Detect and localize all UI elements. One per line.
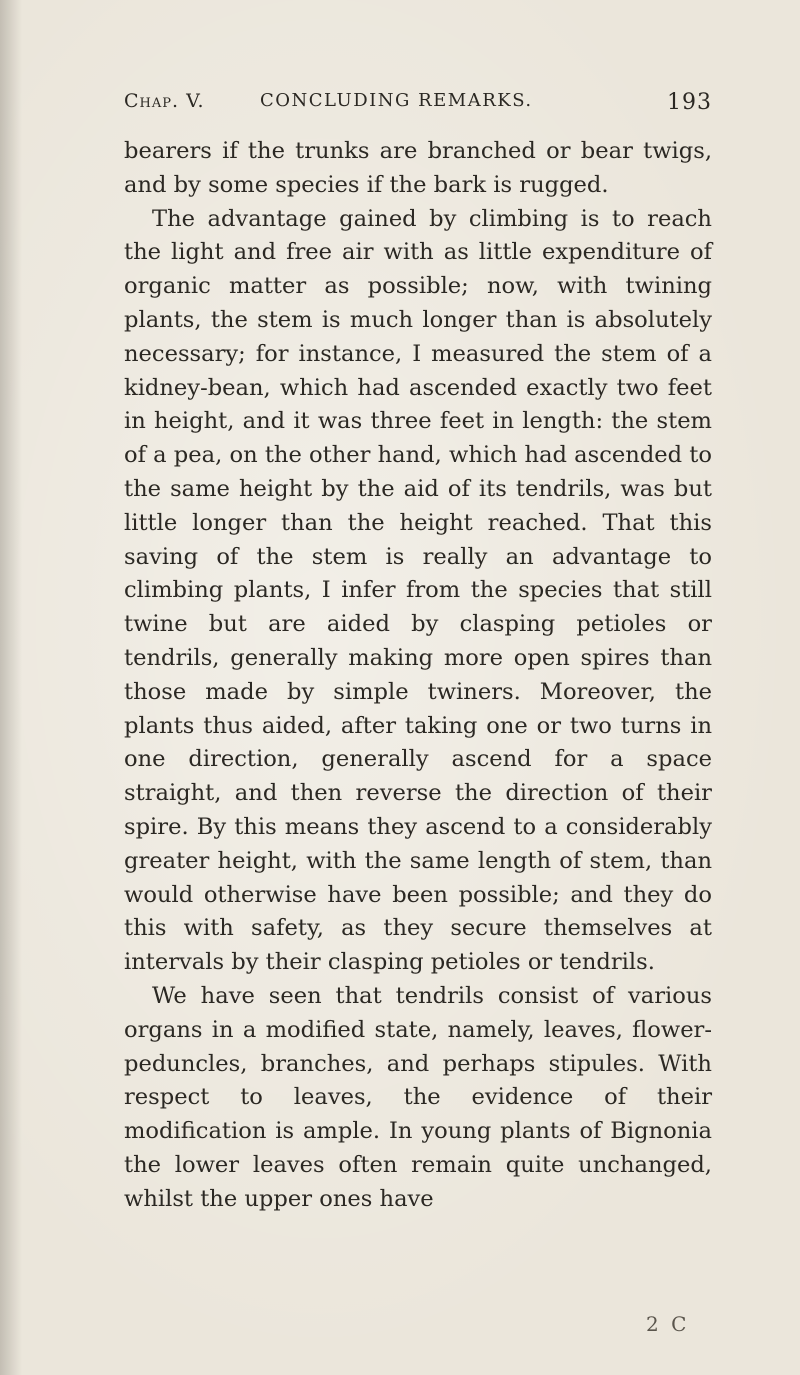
body-text bbox=[124, 135, 712, 1217]
paragraph-tendril-organs: We have seen that tendrils consist of various organs in a modified state, namely, leaves, flower-peduncles, branches, and perhaps stipules. With respect to leaves, the evidence of their modification is ample. In young plants of Bignonia the lower leaves often remain quite unchanged, whilst the upper ones have bbox=[124, 982, 712, 1212]
page-number: 193 bbox=[667, 90, 712, 115]
running-header bbox=[124, 90, 724, 120]
running-title: CONCLUDING REMARKS. bbox=[260, 90, 533, 111]
chapter-label: Chap. V. bbox=[124, 90, 205, 112]
paragraph-climbing-advantage: The advantage gained by climbing is to reach the light and free air with as little expenditure of organic matter as possible; now, with twining plants, the stem is much longer than is absolutely necessary; for instance, I measured the stem of a kidney-bean, which had ascended exactly two feet in height, and it was three feet in length: the stem of a pea, on the other hand, which had ascended to the same height by the aid of its tendrils, was but little longer than the height reached. That this saving of the stem is really an advantage to climbing plants, I infer from the species that still twine but are aided by clasping petioles or tendrils, generally making more open spires than those made by simple twiners. Moreover, the plants thus aided, after taking one or two turns in one direction, generally ascend for a space straight, and then reverse the direction of their spire. By this means they ascend to a considerably greater height, with the same length of stem, than would otherwise have been possible; and they do this with safety, as they secure themselves at intervals by their clasping petioles or tendrils. bbox=[124, 205, 712, 976]
printer-signature-mark: 2 C bbox=[646, 1312, 690, 1336]
paragraph-continuation: bearers if the trunks are branched or bear twigs, and by some species if the bark is rugged. bbox=[124, 138, 712, 198]
page-gutter-shadow bbox=[0, 0, 22, 1375]
